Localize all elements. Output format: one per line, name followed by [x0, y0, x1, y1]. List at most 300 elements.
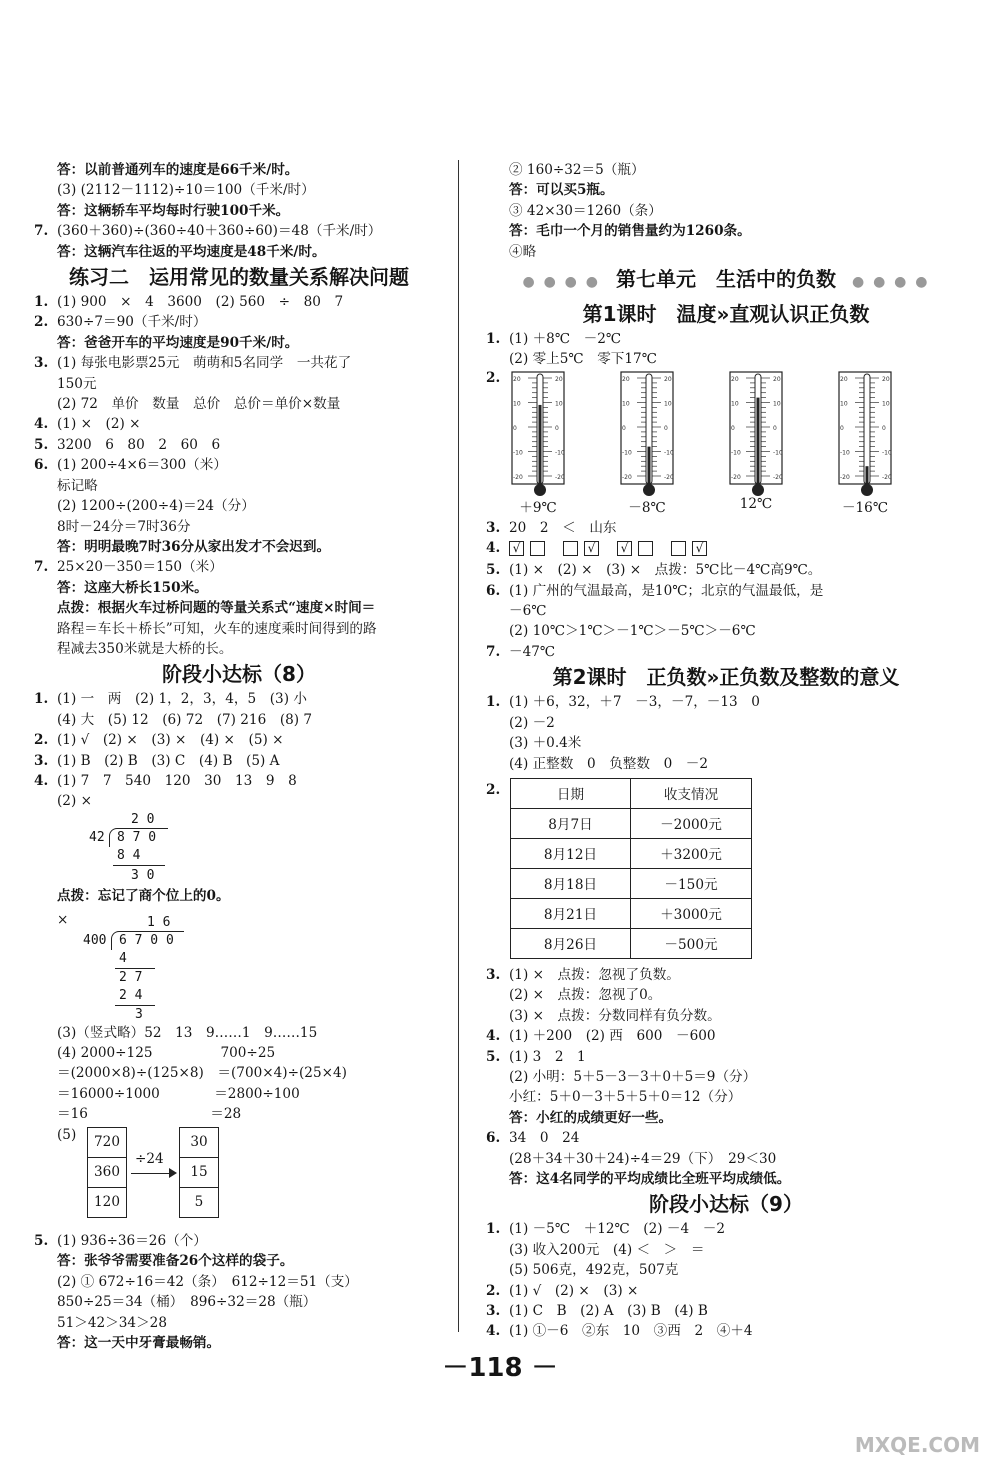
scale-label: 0 — [731, 424, 735, 432]
table-row — [511, 868, 752, 898]
column-header: 收支情况 — [631, 778, 752, 808]
scale-label: 10 — [882, 400, 890, 408]
table-row — [511, 808, 752, 838]
long-division-1 — [89, 812, 444, 886]
line-text: 答：小红的成绩更好一些。 — [509, 1109, 673, 1126]
thermometer-bulb — [861, 484, 873, 496]
item-number: 5. — [486, 562, 501, 579]
item-number: 3. — [34, 355, 49, 372]
answer-line — [34, 791, 444, 811]
watermark: MXQE.COM — [854, 1433, 980, 1457]
thermometer-label: 12℃ — [739, 495, 773, 512]
line-text: (1) C B (2) A (3) B (4) B — [509, 1303, 708, 1319]
answer-line — [34, 201, 444, 221]
answer-line — [34, 689, 444, 709]
table-header-row — [511, 778, 752, 808]
lesson-1-title: 第1课时 温度»直观认识正负数 — [582, 302, 870, 327]
section-heading-stage8: 阶段小达标（8） — [162, 662, 316, 687]
arrow-head-icon — [169, 1168, 177, 1178]
checkbox-row — [486, 538, 966, 560]
item-number: 6. — [486, 582, 501, 599]
line-text: 答：爸爸开车的平均速度是90千米/时。 — [57, 334, 299, 351]
line-text: 答：这一天中牙膏最畅销。 — [57, 1335, 221, 1352]
line-text: (2) × — [57, 793, 92, 810]
divisor: 400 — [83, 932, 107, 948]
line-text: (2) × 点拨：忽视了0。 — [509, 987, 662, 1004]
line-text: 3200 6 80 2 60 6 — [57, 436, 221, 453]
number-box-diagram — [87, 1127, 444, 1227]
line-text: 路程＝车长＋桥长”可知，火车的速度乘时间得到的路 — [57, 620, 377, 637]
scale-label: -10 — [664, 449, 674, 457]
line-text: (3) ＋0.4米 — [509, 735, 582, 752]
item-number: 2. — [486, 781, 501, 798]
answer-line — [486, 601, 966, 621]
dividend: 6 7 0 0 — [119, 932, 174, 948]
table-row — [511, 838, 752, 868]
answer-line — [486, 642, 966, 662]
line-text: (3) × 点拨：分数同样有负分数。 — [509, 1007, 721, 1024]
item-number: 7. — [34, 223, 49, 240]
line-text: ＝16000÷1000 ＝2800÷100 — [57, 1085, 300, 1102]
line-text: 点拨：根据火车过桥问题的等量关系式“速度×时间＝ — [57, 600, 376, 617]
item-number: 2. — [34, 314, 49, 331]
item-number: 2. — [486, 1282, 501, 1299]
page-number: －118 － — [442, 1353, 558, 1383]
answer-line — [34, 180, 444, 200]
line-text: (4) 2000÷125 700÷25 — [57, 1045, 276, 1061]
number-box: 360 — [87, 1158, 127, 1188]
item-number: 7. — [486, 643, 501, 660]
line-text: (1) 一 两 (2) 1，2，3，4，5 (3) 小 — [57, 691, 307, 708]
answer-line — [486, 692, 966, 712]
answer-line — [34, 1313, 444, 1333]
answer-line — [34, 557, 444, 577]
mercury-column — [648, 446, 651, 487]
item-number: 2. — [486, 369, 501, 386]
line-text: (4) 正整数 0 负整数 0 －2 — [509, 755, 709, 772]
answer-line — [34, 374, 444, 394]
checkbox — [530, 541, 545, 556]
answer-line — [486, 1026, 966, 1046]
scale-label: -20 — [664, 473, 674, 481]
answer-line — [34, 598, 444, 618]
answer-line — [34, 160, 444, 180]
line-text: 150元 — [57, 375, 97, 392]
line-text: (2) －2 — [509, 714, 555, 731]
remainder: 3 0 — [131, 867, 155, 883]
answer-line — [34, 1272, 444, 1292]
decor-dots-right: ● ● ● ● — [836, 274, 930, 291]
line-text: (1) 每张电影票25元 萌萌和5名同学 一共花了 — [57, 355, 352, 372]
line-text: (2) ① 672÷16＝42（条） 612÷12＝51（支） — [57, 1273, 358, 1290]
scale-label: 20 — [622, 375, 630, 383]
scale-label: 10 — [555, 400, 563, 408]
scale-label: 20 — [882, 375, 890, 383]
table-cell: 8月7日 — [511, 808, 631, 838]
column-divider — [458, 160, 459, 1332]
answer-line — [34, 619, 444, 639]
item-number: 3. — [486, 966, 501, 983]
checkbox — [563, 541, 578, 556]
thermometer-icon — [510, 370, 566, 498]
answer-line — [486, 160, 966, 180]
line-text: (2) 10℃＞1℃＞－1℃＞－5℃＞－6℃ — [509, 623, 756, 640]
line-text: (1) －5℃ ＋12℃ (2) －4 －2 — [509, 1221, 725, 1238]
partial-product: 2 4 — [119, 987, 143, 1003]
item-number: 6. — [34, 457, 49, 474]
answer-line — [486, 1169, 966, 1189]
answer-line — [486, 1260, 966, 1280]
decor-dots-left: ● ● ● ● — [522, 274, 616, 291]
line-text: 630÷7＝90（千米/时） — [57, 314, 207, 331]
answer-line — [34, 537, 444, 557]
number-box: 30 — [179, 1127, 219, 1158]
line-text: (5) 506克，492克，507克 — [509, 1262, 679, 1279]
table-row — [511, 898, 752, 928]
scale-label: 10 — [513, 400, 521, 408]
line-text: (1) 936÷36＝26（个） — [57, 1233, 207, 1250]
answer-line — [34, 221, 444, 241]
scale-label: -20 — [840, 473, 850, 481]
scale-label: -10 — [555, 449, 565, 457]
right-boxes — [179, 1127, 219, 1218]
answer-line — [34, 414, 444, 434]
income-table-wrap — [486, 778, 966, 959]
scale-label: -20 — [555, 473, 565, 481]
item-number: 5. — [486, 1048, 501, 1065]
left-column — [34, 160, 444, 1353]
scale-label: -20 — [513, 473, 523, 481]
item-number: 2. — [34, 732, 49, 749]
line-text: (3) 收入200元 (4) ＜ ＞ ＝ — [509, 1241, 705, 1258]
answer-line — [34, 1084, 444, 1104]
scale-label: -20 — [773, 473, 783, 481]
line-text: 答：这辆汽车往返的平均速度是48千米/时。 — [57, 243, 326, 260]
answer-line — [34, 730, 444, 750]
answer-line — [486, 1149, 966, 1169]
answer-line — [486, 1301, 966, 1321]
line-text: 答：这座大桥长150米。 — [57, 579, 208, 596]
column-header: 日期 — [511, 778, 631, 808]
line-text: (5) — [57, 1126, 77, 1143]
line-text: 答：这4名同学的平均成绩比全班平均成绩低。 — [509, 1170, 791, 1187]
thermometer-label: －8℃ — [628, 499, 666, 516]
divisor: 42 — [89, 829, 105, 845]
line-text: －6℃ — [509, 603, 547, 620]
thermometer-row — [486, 370, 966, 518]
answer-line — [34, 476, 444, 496]
line-text: 答：这辆轿车平均每时行驶100千米。 — [57, 202, 290, 219]
answer-line — [34, 1063, 444, 1083]
unit-title — [486, 262, 966, 299]
item-number: 1. — [34, 294, 49, 311]
answer-line — [486, 965, 966, 985]
checkbox: √ — [692, 541, 707, 556]
answer-line — [34, 639, 444, 659]
partial-product: 8 4 — [117, 847, 141, 863]
line-text: 答：以前普通列车的速度是66千米/时。 — [57, 162, 299, 178]
note-line: 点拨：忘记了商个位上的0。 — [57, 887, 230, 904]
line-text: (1) ＋6，32，＋7 －3，－7，－13 0 — [509, 694, 760, 711]
partial-product: 4 — [119, 950, 127, 966]
item-number: 3. — [486, 1303, 501, 1319]
line-text: 20 2 ＜ 山东 — [509, 519, 617, 536]
answer-line — [486, 1047, 966, 1067]
arrow-icon — [131, 1173, 171, 1174]
item-number: 4. — [486, 1028, 501, 1045]
mercury-column — [539, 405, 542, 488]
item-number: 4. — [486, 540, 501, 557]
answer-line — [34, 1043, 444, 1063]
partial-remainder: 2 7 — [119, 969, 143, 985]
left-boxes — [87, 1127, 127, 1218]
line-text: (1) 200÷4×6＝300（米） — [57, 457, 227, 474]
line-text: ＝16 ＝28 — [57, 1106, 242, 1123]
answer-line — [34, 394, 444, 414]
line-text: 答：张爷爷需要准备26个这样的袋子。 — [57, 1253, 294, 1270]
scale-label: -10 — [731, 449, 741, 457]
answer-line — [34, 771, 444, 791]
scale-label: -10 — [622, 449, 632, 457]
item-number: 1. — [34, 691, 49, 708]
answer-line — [486, 1087, 966, 1107]
mercury-column — [757, 397, 760, 487]
line-text: (3) (2112－1112)÷10＝100（千米/时） — [57, 182, 315, 199]
answer-line — [34, 1023, 444, 1043]
scale-label: 20 — [840, 375, 848, 383]
answer-line — [486, 985, 966, 1005]
line-text: (1) × (2) × (3) × 点拨：5℃比－4℃高9℃。 — [509, 562, 822, 579]
right-column — [486, 160, 966, 1342]
answer-line — [34, 435, 444, 455]
lesson-2-title: 第2课时 正负数»正负数及整数的意义 — [552, 665, 900, 690]
line-text: (360＋360)÷(360÷40＋360÷60)＝48（千米/时） — [57, 223, 382, 240]
table-cell: 8月21日 — [511, 898, 631, 928]
scale-label: 0 — [773, 424, 777, 432]
table-cell: －500元 — [631, 928, 752, 958]
item-number: 4. — [34, 772, 49, 789]
scale-label: 0 — [664, 424, 668, 432]
cross-mark: × — [57, 912, 69, 929]
line-text: 标记略 — [57, 477, 98, 494]
line-text: (1) √ (2) × (3) × (4) × (5) × — [57, 732, 284, 749]
subtraction-line — [115, 968, 155, 969]
checkbox — [671, 541, 686, 556]
scale-label: 0 — [840, 424, 844, 432]
answer-line — [486, 621, 966, 641]
line-text: (1) ＋8℃ －2℃ — [509, 331, 622, 348]
table-cell: 8月18日 — [511, 868, 631, 898]
answer-line — [486, 1219, 966, 1239]
scale-label: 20 — [555, 375, 563, 383]
line-text: (1) √ (2) × (3) × — [509, 1282, 639, 1299]
line-text: (2) 72 单价 数量 总价 总价＝单价×数量 — [57, 396, 341, 413]
scale-label: 20 — [664, 375, 672, 383]
answer-line — [486, 560, 966, 580]
answer-line — [34, 1292, 444, 1312]
line-text: ③ 42×30＝1260（条） — [509, 202, 662, 219]
item-number: 1. — [486, 331, 501, 348]
thermometer-icon — [837, 370, 893, 498]
table-row — [511, 928, 752, 958]
scale-label: 20 — [731, 375, 739, 383]
scale-label: -10 — [773, 449, 783, 457]
line-text: (1) ＋200 (2) 西 600 －600 — [509, 1028, 716, 1045]
line-text: (1) × 点拨：忽视了负数。 — [509, 966, 680, 983]
answer-line — [486, 329, 966, 349]
table-cell: ＋3200元 — [631, 838, 752, 868]
thermometer-bulb — [643, 484, 655, 496]
answer-line — [486, 201, 966, 221]
scale-label: 10 — [622, 400, 630, 408]
answer-line — [34, 292, 444, 312]
line-text: (2) 1200÷(200÷4)＝24（分） — [57, 498, 255, 515]
answer-line — [486, 1108, 966, 1128]
answer-line — [34, 242, 444, 262]
answer-line — [486, 349, 966, 369]
item-number: 6. — [486, 1130, 501, 1147]
answer-line — [34, 710, 444, 730]
answer-line — [34, 333, 444, 353]
table-cell: 8月26日 — [511, 928, 631, 958]
line-text: 答：明明最晚7时36分从家出发才不会迟到。 — [57, 538, 331, 555]
line-text: (1) 7 7 540 120 30 13 9 8 — [57, 772, 297, 789]
line-text: 小红：5＋0－3＋5＋5＋0＝12（分） — [509, 1089, 742, 1106]
table-cell: －150元 — [631, 868, 752, 898]
scale-label: 20 — [513, 375, 521, 383]
thermometer-label: ＋9℃ — [519, 499, 557, 516]
table-cell: －2000元 — [631, 808, 752, 838]
line-text: ② 160÷32＝5（瓶） — [509, 162, 645, 178]
number-box: 720 — [87, 1127, 127, 1158]
line-text: 8时－24分＝7时36分 — [57, 518, 191, 535]
thermometer-icon — [728, 370, 784, 498]
item-number: 3. — [486, 519, 501, 536]
line-text: 850÷25＝34（桶） 896÷32＝28（瓶） — [57, 1294, 317, 1311]
line-text: (3)（竖式略）52 13 9……1 9……15 — [57, 1024, 318, 1041]
line-text: 答：可以买5瓶。 — [509, 182, 614, 199]
arrow-label: ÷24 — [135, 1151, 164, 1168]
answer-line — [486, 1128, 966, 1148]
answer-line — [34, 1251, 444, 1271]
section-heading-practice2: 练习二 运用常见的数量关系解决问题 — [69, 265, 409, 290]
section-heading-stage9: 阶段小达标（9） — [649, 1192, 803, 1217]
answer-line — [486, 754, 966, 774]
answer-line — [34, 751, 444, 771]
thermometer-bulb — [752, 484, 764, 496]
checkbox: √ — [509, 541, 524, 556]
line-text: (28＋34＋30＋24)÷4＝29（下） 29＜30 — [509, 1150, 777, 1167]
scale-label: 10 — [773, 400, 781, 408]
scale-label: 10 — [664, 400, 672, 408]
answer-line — [486, 242, 966, 262]
line-text: (1) × (2) × — [57, 416, 141, 433]
answer-line — [486, 1240, 966, 1260]
dividend: 8 7 0 — [117, 829, 157, 845]
scale-label: -10 — [882, 449, 892, 457]
item-number: 7. — [34, 559, 49, 576]
line-text: －47℃ — [509, 643, 556, 660]
scale-label: 0 — [882, 424, 886, 432]
line-text: 答：毛巾一个月的销售量约为1260条。 — [509, 223, 751, 240]
subtraction-line — [115, 1005, 155, 1006]
line-text: (1) 3 2 1 — [509, 1048, 586, 1065]
answer-line — [486, 1067, 966, 1087]
line-text: (2) 小明：5＋5－3－3＋0＋5＝9（分） — [509, 1068, 757, 1085]
answer-line — [486, 1281, 966, 1301]
table-cell: 8月12日 — [511, 838, 631, 868]
scale-label: 20 — [773, 375, 781, 383]
item-number: 4. — [486, 1323, 501, 1340]
answer-line — [486, 581, 966, 601]
answer-line — [486, 1321, 966, 1341]
item-number: 5. — [34, 1233, 49, 1250]
answer-line — [34, 578, 444, 598]
answer-line — [486, 221, 966, 241]
quotient: 2 0 — [131, 811, 155, 827]
checkbox — [638, 541, 653, 556]
line-text: 程减去350米就是大桥的长。 — [57, 640, 233, 657]
scale-label: -20 — [622, 473, 632, 481]
answer-line — [486, 713, 966, 733]
line-text: ＝(2000×8)÷(125×8) ＝(700×4)÷(25×4) — [57, 1065, 347, 1082]
line-text: ④略 — [509, 243, 537, 260]
line-text: (4) 大 (5) 12 (6) 72 (7) 216 (8) 7 — [57, 711, 313, 728]
line-text: (1) 900 × 4 3600 (2) 560 ÷ 80 7 — [57, 294, 344, 311]
thermometer-label: －16℃ — [841, 499, 889, 516]
answer-line — [34, 1231, 444, 1251]
number-box: 5 — [179, 1188, 219, 1218]
scale-label: 10 — [840, 400, 848, 408]
scale-label: -10 — [840, 449, 850, 457]
scale-label: -10 — [513, 449, 523, 457]
item-number: 5. — [34, 436, 49, 453]
line-text: 34 0 24 — [509, 1130, 580, 1147]
item-number: 1. — [486, 1221, 501, 1238]
answer-line — [34, 496, 444, 516]
income-expense-table — [510, 778, 752, 959]
line-text: 51＞42＞34＞28 — [57, 1314, 167, 1331]
answer-line — [34, 1104, 444, 1124]
scale-label: 10 — [731, 400, 739, 408]
answer-line — [34, 517, 444, 537]
answer-line — [34, 455, 444, 475]
item-number: 4. — [34, 416, 49, 433]
long-division-2 — [83, 914, 444, 1023]
answer-line — [486, 180, 966, 200]
answer-line — [486, 518, 966, 538]
checkbox: √ — [584, 541, 599, 556]
item-number: 1. — [486, 694, 501, 711]
answer-line — [34, 353, 444, 373]
checkbox: √ — [617, 541, 632, 556]
unit-title-text: 第七单元 生活中的负数 — [616, 267, 836, 292]
answer-line — [486, 1006, 966, 1026]
line-text: (1) B (2) B (3) C (4) B (5) A — [57, 752, 280, 769]
item-number: 3. — [34, 752, 49, 769]
table-cell: ＋3000元 — [631, 898, 752, 928]
line-text: (1) 广州的气温最高，是10℃；北京的气温最低，是 — [509, 582, 824, 599]
thermometer-bulb — [534, 484, 546, 496]
answer-line — [34, 312, 444, 332]
scale-label: 0 — [513, 424, 517, 432]
scale-label: -20 — [882, 473, 892, 481]
remainder: 3 — [135, 1006, 143, 1022]
quotient: 1 6 — [147, 914, 171, 930]
subtraction-line — [113, 865, 165, 866]
scale-label: -20 — [731, 473, 741, 481]
line-text: (1) ①－6 ②东 10 ③西 2 ④＋4 — [509, 1323, 753, 1340]
